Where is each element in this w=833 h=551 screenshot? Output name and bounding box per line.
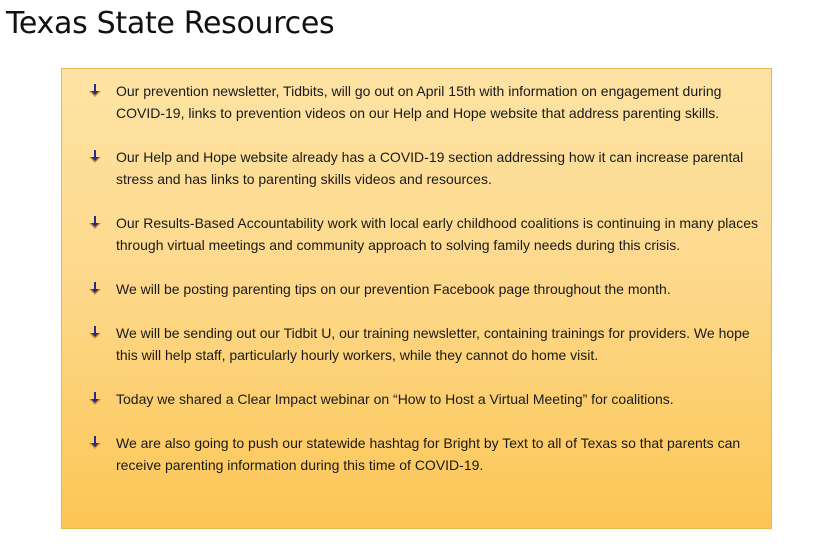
bullet-text: We are also going to push our statewide hashtag for Bright by Text to all of Texas so that parents can receive parenting information during this time of COVID-19. (116, 435, 741, 473)
bullet-item (88, 212, 761, 256)
down-arrow-icon (88, 84, 102, 98)
bullet-text: We will be posting parenting tips on our prevention Facebook page throughout the month. (116, 281, 671, 297)
page-title: Texas State Resources (6, 6, 335, 41)
down-arrow-icon (88, 282, 102, 296)
bullet-item (88, 322, 761, 366)
bullet-item (88, 278, 761, 300)
resources-note-box (61, 68, 772, 529)
bullet-text: Our Help and Hope website already has a COVID-19 section addressing how it can increase parental stress and has links to parenting skills videos and resources. (116, 149, 744, 187)
bullet-text: Our prevention newsletter, Tidbits, will go out on April 15th with information on engagement during COVID-19, links to prevention videos on our Help and Hope website that address parenting skills. (116, 83, 722, 121)
down-arrow-icon (88, 392, 102, 406)
bullet-text: Today we shared a Clear Impact webinar on “How to Host a Virtual Meeting” for coalitions. (116, 391, 674, 407)
down-arrow-icon (88, 150, 102, 164)
resources-bullet-list (88, 80, 761, 476)
bullet-text: Our Results-Based Accountability work with local early childhood coalitions is continuing in many places through virtual meetings and community approach to solving family needs during this crisis. (116, 215, 758, 253)
down-arrow-icon (88, 326, 102, 340)
bullet-text: We will be sending out our Tidbit U, our training newsletter, containing trainings for providers. We hope this will help staff, particularly hourly workers, while they cannot do home visit. (116, 325, 750, 363)
down-arrow-icon (88, 436, 102, 450)
bullet-item (88, 80, 761, 124)
bullet-item (88, 146, 761, 190)
bullet-item (88, 388, 761, 410)
bullet-item (88, 432, 761, 476)
down-arrow-icon (88, 216, 102, 230)
